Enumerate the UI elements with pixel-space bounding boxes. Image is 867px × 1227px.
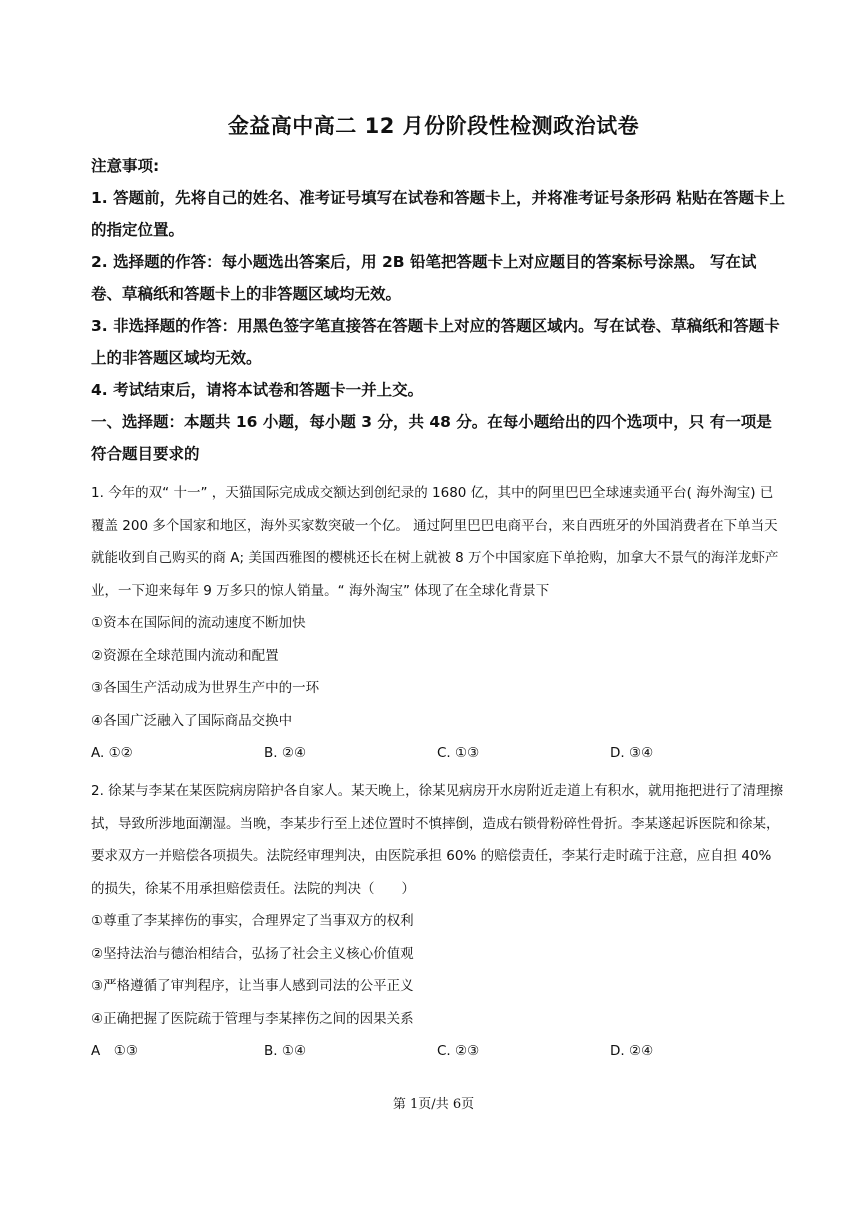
notice-section (91, 150, 785, 470)
statement: ③各国生产活动成为世界生产中的一环 (91, 680, 320, 696)
exam-title: 金益高中高二 12 月份阶段性检测政治试卷 (227, 114, 640, 138)
answer-options (91, 737, 785, 770)
question-stem: 2. 徐某与李某在某医院病房陪护各自家人。某天晚上，徐某见病房开水房附近走道上有积水，就用拖把进行了清理擦拭，导致所涉地面潮湿。当晚，李某步行至上述位置时不慎摔倒，造成右锁骨粉碎性骨折。李某遂起诉医院和徐某，要求双方一并赔偿各项损失。法院经审理判决，由医院承担 60% 的赔偿责任，李某行走时疏于注意，应自担 40% 的损失，徐某不用承担赔偿责任。法院的判决（ ） (91, 783, 784, 897)
question-1 (91, 477, 785, 770)
statement: ④各国广泛融入了国际商品交换中 (91, 712, 293, 729)
page-footer: 第 1页/共 6页 (392, 1097, 475, 1112)
option-c: C. ①③ (437, 745, 480, 761)
notice-item-4: 4. 考试结束后，请将本试卷和答题卡一并上交。 (91, 381, 424, 399)
option-b: B. ②④ (264, 745, 307, 761)
notice-item-2: 2. 选择题的作答：每小题选出答案后，用 2B 铅笔把答题卡上对应题目的答案标号涂黑。 写在试卷、草稿纸和答题卡上的非答题区域均无效。 (91, 253, 757, 303)
option-c: C. ②③ (437, 1043, 480, 1059)
statement: ①尊重了李某摔伤的事实，合理界定了当事双方的权利 (91, 913, 414, 929)
question-2 (91, 775, 785, 1068)
option-d: D. ③④ (610, 745, 654, 761)
option-d: D. ②④ (610, 1043, 654, 1059)
notice-heading: 注意事项: (91, 157, 160, 175)
notice-item-3: 3. 非选择题的作答：用黑色签字笔直接答在答题卡上对应的答题区域内。写在试卷、草稿纸和答题卡上的非答题区域均无效。 (91, 317, 780, 367)
notice-item-1: 1. 答题前，先将自己的姓名、准考证号填写在试卷和答题卡上，并将准考证号条形码 粘贴在答题卡上的指定位置。 (91, 189, 785, 239)
option-a: A ①③ (91, 1043, 138, 1059)
statement: ①资本在国际间的流动速度不断加快 (91, 615, 306, 631)
statement: ④正确把握了医院疏于管理与李某摔伤之间的因果关系 (91, 1010, 414, 1027)
option-a: A. ①② (91, 745, 133, 761)
answer-options (91, 1035, 785, 1068)
question-stem: 1. 今年的双“ 十一” ，天猫国际完成成交额达到创纪录的 1680 亿，其中的阿里巴巴全球速卖通平台( 海外淘宝) 已覆盖 200 多个国家和地区，海外买家数突破一个亿。 通过阿里巴巴电商平台，来自西班牙的外国消费者在下单当天就能收到自己购买的商 A; 美国西雅图的樱桃还长在树上就被 8 万个中国家庭下单抢购，加拿大不景气的海洋龙虾产业，一下迎来每年 9 万多只的惊人销量。“ 海外淘宝” 体现了在全球化背景下 (91, 485, 779, 599)
statement: ③严格遵循了审判程序，让当事人感到司法的公平正义 (91, 978, 414, 994)
statement: ②坚持法治与德治相结合，弘扬了社会主义核心价值观 (91, 945, 414, 962)
statement: ②资源在全球范围内流动和配置 (91, 647, 279, 664)
section-heading: 一、选择题：本题共 16 小题，每小题 3 分，共 48 分。在每小题给出的四个选项中，只 有一项是符合题目要求的 (91, 413, 772, 463)
option-b: B. ①④ (264, 1043, 307, 1059)
